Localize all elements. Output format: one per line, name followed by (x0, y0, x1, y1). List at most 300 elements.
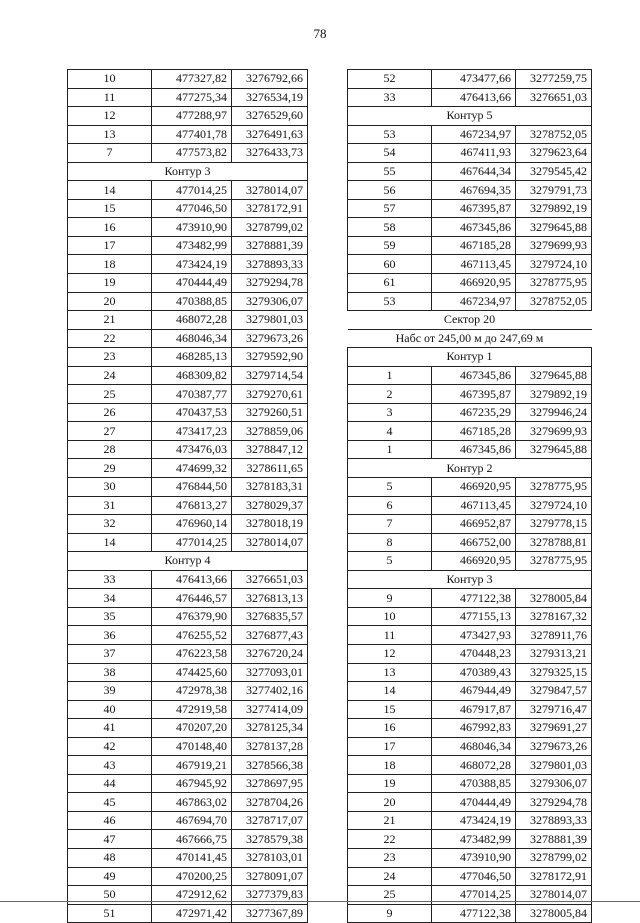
point-number-cell: 58 (348, 218, 432, 237)
y-coordinate-cell: 3279673,26 (516, 737, 592, 756)
x-coordinate-cell: 467395,87 (432, 385, 516, 404)
y-coordinate-cell: 3278611,65 (232, 459, 308, 478)
point-number-cell: 10 (68, 70, 152, 89)
table-row (68, 329, 308, 348)
point-number-cell: 18 (68, 255, 152, 274)
x-coordinate-cell: 467992,83 (432, 719, 516, 738)
point-number-cell: 44 (68, 774, 152, 793)
y-coordinate-cell: 3279306,07 (232, 292, 308, 311)
x-coordinate-cell: 470387,77 (152, 385, 232, 404)
x-coordinate-cell: 470200,25 (152, 867, 232, 886)
contour-header: Контур 4 (68, 552, 308, 571)
point-number-cell: 32 (68, 515, 152, 534)
table-row (68, 181, 308, 200)
contour-header-row (68, 162, 308, 181)
point-number-cell: 6 (348, 496, 432, 515)
table-row (68, 811, 308, 830)
x-coordinate-cell: 476223,58 (152, 644, 232, 663)
table-row (348, 292, 592, 311)
y-coordinate-cell: 3278881,39 (232, 236, 308, 255)
point-number-cell: 27 (68, 422, 152, 441)
table-row (348, 255, 592, 274)
x-coordinate-cell: 473424,19 (432, 811, 516, 830)
table-row (68, 422, 308, 441)
point-number-cell: 45 (68, 793, 152, 812)
table-row (68, 255, 308, 274)
y-coordinate-cell: 3279592,90 (232, 348, 308, 367)
x-coordinate-cell: 477155,13 (432, 607, 516, 626)
x-coordinate-cell: 473477,66 (432, 70, 516, 89)
table-row (348, 811, 592, 830)
x-coordinate-cell: 467345,86 (432, 440, 516, 459)
y-coordinate-cell: 3276720,24 (232, 644, 308, 663)
y-coordinate-cell: 3279714,54 (232, 366, 308, 385)
table-row (348, 533, 592, 552)
x-coordinate-cell: 467694,70 (152, 811, 232, 830)
y-coordinate-cell: 3279645,88 (516, 440, 592, 459)
point-number-cell: 28 (68, 440, 152, 459)
sector-caption: Сектор 20 (348, 311, 592, 330)
x-coordinate-cell: 470141,45 (152, 848, 232, 867)
point-number-cell: 31 (68, 496, 152, 515)
y-coordinate-cell: 3278881,39 (516, 830, 592, 849)
x-coordinate-cell: 473482,99 (432, 830, 516, 849)
y-coordinate-cell: 3278775,95 (516, 478, 592, 497)
point-number-cell: 5 (348, 552, 432, 571)
x-coordinate-cell: 467113,45 (432, 496, 516, 515)
table-row (68, 218, 308, 237)
point-number-cell: 56 (348, 181, 432, 200)
x-coordinate-cell: 468046,34 (152, 329, 232, 348)
point-number-cell: 3 (348, 403, 432, 422)
point-number-cell: 9 (348, 589, 432, 608)
point-number-cell: 30 (68, 478, 152, 497)
point-number-cell: 48 (68, 848, 152, 867)
point-number-cell: 53 (348, 292, 432, 311)
table-row (348, 403, 592, 422)
x-coordinate-cell: 472919,58 (152, 700, 232, 719)
y-coordinate-cell: 3279645,88 (516, 218, 592, 237)
x-coordinate-cell: 467235,29 (432, 403, 516, 422)
table-row (348, 70, 592, 89)
point-number-cell: 42 (68, 737, 152, 756)
point-number-cell: 14 (348, 682, 432, 701)
table-row (68, 236, 308, 255)
x-coordinate-cell: 467411,93 (432, 144, 516, 163)
point-number-cell: 18 (348, 756, 432, 775)
table-row (348, 589, 592, 608)
x-coordinate-cell: 474425,60 (152, 663, 232, 682)
x-coordinate-cell: 467345,86 (432, 366, 516, 385)
point-number-cell: 14 (68, 533, 152, 552)
y-coordinate-cell: 3278137,28 (232, 737, 308, 756)
contour-header-row (348, 459, 592, 478)
point-number-cell: 2 (348, 385, 432, 404)
table-row (348, 144, 592, 163)
point-number-cell: 16 (68, 218, 152, 237)
x-coordinate-cell: 467113,45 (432, 255, 516, 274)
point-number-cell: 20 (348, 793, 432, 812)
point-number-cell: 7 (68, 144, 152, 163)
y-coordinate-cell: 3278183,31 (232, 478, 308, 497)
table-row (68, 144, 308, 163)
point-number-cell: 1 (348, 440, 432, 459)
x-coordinate-cell: 477122,38 (432, 589, 516, 608)
point-number-cell: 33 (348, 88, 432, 107)
point-number-cell: 25 (68, 385, 152, 404)
table-row (68, 366, 308, 385)
y-coordinate-cell: 3278799,02 (232, 218, 308, 237)
x-coordinate-cell: 466952,87 (432, 515, 516, 534)
table-row (68, 774, 308, 793)
point-number-cell: 40 (68, 700, 152, 719)
y-coordinate-cell: 3278125,34 (232, 719, 308, 738)
point-number-cell: 49 (68, 867, 152, 886)
table-row (348, 236, 592, 255)
table-row (348, 848, 592, 867)
x-coordinate-cell: 467944,49 (432, 682, 516, 701)
table-row (348, 774, 592, 793)
point-number-cell: 46 (68, 811, 152, 830)
x-coordinate-cell: 470388,85 (432, 774, 516, 793)
table-row (348, 478, 592, 497)
point-number-cell: 17 (68, 236, 152, 255)
y-coordinate-cell: 3279801,03 (232, 311, 308, 330)
x-coordinate-cell: 472978,38 (152, 682, 232, 701)
table-row (68, 70, 308, 89)
x-coordinate-cell: 467345,86 (432, 218, 516, 237)
y-coordinate-cell: 3276813,13 (232, 589, 308, 608)
x-coordinate-cell: 477046,50 (432, 867, 516, 886)
y-coordinate-cell: 3278005,84 (516, 589, 592, 608)
y-coordinate-cell: 3279892,19 (516, 199, 592, 218)
x-coordinate-cell: 474699,32 (152, 459, 232, 478)
point-number-cell: 52 (348, 70, 432, 89)
table-row (68, 793, 308, 812)
y-coordinate-cell: 3278788,81 (516, 533, 592, 552)
table-row (348, 719, 592, 738)
y-coordinate-cell: 3276877,43 (232, 626, 308, 645)
point-number-cell: 34 (68, 589, 152, 608)
table-row (68, 700, 308, 719)
x-coordinate-cell: 473417,23 (152, 422, 232, 441)
x-coordinate-cell: 468072,28 (432, 756, 516, 775)
point-number-cell: 35 (68, 607, 152, 626)
x-coordinate-cell: 467919,21 (152, 756, 232, 775)
x-coordinate-cell: 476379,90 (152, 607, 232, 626)
y-coordinate-cell: 3276792,66 (232, 70, 308, 89)
table-row (348, 385, 592, 404)
table-row (348, 793, 592, 812)
table-row (348, 663, 592, 682)
table-row (348, 181, 592, 200)
point-number-cell: 26 (68, 403, 152, 422)
y-coordinate-cell: 3276651,03 (232, 570, 308, 589)
y-coordinate-cell: 3278005,84 (516, 904, 592, 923)
table-row (348, 867, 592, 886)
y-coordinate-cell: 3276534,19 (232, 88, 308, 107)
contour-header-row (348, 570, 592, 589)
y-coordinate-cell: 3278167,32 (516, 607, 592, 626)
contour-header: Контур 3 (68, 162, 308, 181)
table-row (68, 904, 308, 923)
y-coordinate-cell: 3278103,01 (232, 848, 308, 867)
y-coordinate-cell: 3279294,78 (232, 274, 308, 293)
y-coordinate-cell: 3279260,51 (232, 403, 308, 422)
table-row (68, 440, 308, 459)
table-row (68, 682, 308, 701)
y-coordinate-cell: 3278704,26 (232, 793, 308, 812)
x-coordinate-cell: 477014,25 (432, 886, 516, 905)
table-row (348, 218, 592, 237)
point-number-cell: 11 (348, 626, 432, 645)
x-coordinate-cell: 466920,95 (432, 478, 516, 497)
x-coordinate-cell: 473910,90 (152, 218, 232, 237)
x-coordinate-cell: 470437,53 (152, 403, 232, 422)
y-coordinate-cell: 3278697,95 (232, 774, 308, 793)
point-number-cell: 5 (348, 478, 432, 497)
x-coordinate-cell: 472971,42 (152, 904, 232, 923)
point-number-cell: 1 (348, 366, 432, 385)
point-number-cell: 55 (348, 162, 432, 181)
table-row (68, 570, 308, 589)
x-coordinate-cell: 477014,25 (152, 181, 232, 200)
point-number-cell: 43 (68, 756, 152, 775)
point-number-cell: 11 (68, 88, 152, 107)
sector-caption: Набс от 245,00 м до 247,69 м (348, 329, 592, 348)
table-row (68, 459, 308, 478)
point-number-cell: 59 (348, 236, 432, 255)
y-coordinate-cell: 3277093,01 (232, 663, 308, 682)
table-row (348, 626, 592, 645)
y-coordinate-cell: 3278029,37 (232, 496, 308, 515)
point-number-cell: 25 (348, 886, 432, 905)
y-coordinate-cell: 3278752,05 (516, 125, 592, 144)
point-number-cell: 23 (348, 848, 432, 867)
y-coordinate-cell: 3278775,95 (516, 274, 592, 293)
x-coordinate-cell: 473476,03 (152, 440, 232, 459)
x-coordinate-cell: 470448,23 (432, 644, 516, 663)
x-coordinate-cell: 477275,34 (152, 88, 232, 107)
y-coordinate-cell: 3278172,91 (516, 867, 592, 886)
table-row (68, 756, 308, 775)
y-coordinate-cell: 3279313,21 (516, 644, 592, 663)
point-number-cell: 36 (68, 626, 152, 645)
y-coordinate-cell: 3279325,15 (516, 663, 592, 682)
y-coordinate-cell: 3277402,16 (232, 682, 308, 701)
y-coordinate-cell: 3277414,09 (232, 700, 308, 719)
y-coordinate-cell: 3276491,63 (232, 125, 308, 144)
point-number-cell: 24 (348, 867, 432, 886)
contour-header: Контур 5 (348, 107, 592, 126)
x-coordinate-cell: 470444,49 (432, 793, 516, 812)
x-coordinate-cell: 467395,87 (432, 199, 516, 218)
table-body (348, 70, 592, 923)
table-row (68, 515, 308, 534)
x-coordinate-cell: 468046,34 (432, 737, 516, 756)
y-coordinate-cell: 3279946,24 (516, 403, 592, 422)
y-coordinate-cell: 3279645,88 (516, 366, 592, 385)
y-coordinate-cell: 3279847,57 (516, 682, 592, 701)
y-coordinate-cell: 3278752,05 (516, 292, 592, 311)
table-row (68, 867, 308, 886)
point-number-cell: 60 (348, 255, 432, 274)
table-row (68, 719, 308, 738)
y-coordinate-cell: 3278859,06 (232, 422, 308, 441)
y-coordinate-cell: 3278566,38 (232, 756, 308, 775)
table-row (68, 607, 308, 626)
table-row (68, 589, 308, 608)
table-row (348, 440, 592, 459)
table-row (348, 756, 592, 775)
x-coordinate-cell: 467234,97 (432, 125, 516, 144)
x-coordinate-cell: 473482,99 (152, 236, 232, 255)
table-row (348, 515, 592, 534)
y-coordinate-cell: 3279724,10 (516, 255, 592, 274)
y-coordinate-cell: 3279791,73 (516, 181, 592, 200)
x-coordinate-cell: 466920,95 (432, 552, 516, 571)
point-number-cell: 33 (68, 570, 152, 589)
contour-header-row (68, 552, 308, 571)
table-row (348, 552, 592, 571)
point-number-cell: 12 (348, 644, 432, 663)
y-coordinate-cell: 3278775,95 (516, 552, 592, 571)
x-coordinate-cell: 476960,14 (152, 515, 232, 534)
point-number-cell: 4 (348, 422, 432, 441)
y-coordinate-cell: 3278717,07 (232, 811, 308, 830)
contour-header: Контур 2 (348, 459, 592, 478)
x-coordinate-cell: 467234,97 (432, 292, 516, 311)
y-coordinate-cell: 3278172,91 (232, 199, 308, 218)
x-coordinate-cell: 476813,27 (152, 496, 232, 515)
point-number-cell: 15 (68, 199, 152, 218)
x-coordinate-cell: 468285,13 (152, 348, 232, 367)
table-row (348, 830, 592, 849)
x-coordinate-cell: 467863,02 (152, 793, 232, 812)
table-row (68, 737, 308, 756)
point-number-cell: 54 (348, 144, 432, 163)
table-row (68, 125, 308, 144)
contour-header: Контур 3 (348, 570, 592, 589)
point-number-cell: 24 (68, 366, 152, 385)
table-row (68, 274, 308, 293)
x-coordinate-cell: 473424,19 (152, 255, 232, 274)
page-bottom-edge (0, 901, 640, 902)
table-row (68, 88, 308, 107)
x-coordinate-cell: 476255,52 (152, 626, 232, 645)
x-coordinate-cell: 467185,28 (432, 422, 516, 441)
point-number-cell: 7 (348, 515, 432, 534)
point-number-cell: 13 (68, 125, 152, 144)
x-coordinate-cell: 468309,82 (152, 366, 232, 385)
table-row (68, 626, 308, 645)
x-coordinate-cell: 477046,50 (152, 199, 232, 218)
y-coordinate-cell: 3279699,93 (516, 236, 592, 255)
y-coordinate-cell: 3277367,89 (232, 904, 308, 923)
table-row (68, 311, 308, 330)
y-coordinate-cell: 3279716,47 (516, 700, 592, 719)
table-row (348, 682, 592, 701)
point-number-cell: 47 (68, 830, 152, 849)
y-coordinate-cell: 3278799,02 (516, 848, 592, 867)
x-coordinate-cell: 470148,40 (152, 737, 232, 756)
point-number-cell: 8 (348, 533, 432, 552)
y-coordinate-cell: 3279306,07 (516, 774, 592, 793)
x-coordinate-cell: 467917,87 (432, 700, 516, 719)
table-row (348, 366, 592, 385)
table-row (348, 88, 592, 107)
point-number-cell: 53 (348, 125, 432, 144)
table-row (348, 422, 592, 441)
x-coordinate-cell: 473427,93 (432, 626, 516, 645)
x-coordinate-cell: 467666,75 (152, 830, 232, 849)
x-coordinate-cell: 477573,82 (152, 144, 232, 163)
point-number-cell: 20 (68, 292, 152, 311)
coordinates-table-right (347, 69, 592, 923)
point-number-cell: 22 (68, 329, 152, 348)
point-number-cell: 61 (348, 274, 432, 293)
x-coordinate-cell: 476413,66 (432, 88, 516, 107)
y-coordinate-cell: 3279724,10 (516, 496, 592, 515)
y-coordinate-cell: 3276835,57 (232, 607, 308, 626)
table-row (68, 292, 308, 311)
y-coordinate-cell: 3279801,03 (516, 756, 592, 775)
x-coordinate-cell: 467644,34 (432, 162, 516, 181)
table-row (348, 274, 592, 293)
table-row (68, 348, 308, 367)
x-coordinate-cell: 476844,50 (152, 478, 232, 497)
x-coordinate-cell: 466752,00 (432, 533, 516, 552)
point-number-cell: 14 (68, 181, 152, 200)
y-coordinate-cell: 3279699,93 (516, 422, 592, 441)
sector-caption-row (348, 329, 592, 348)
point-number-cell: 19 (68, 274, 152, 293)
point-number-cell: 22 (348, 830, 432, 849)
x-coordinate-cell: 477014,25 (152, 533, 232, 552)
y-coordinate-cell: 3278014,07 (516, 886, 592, 905)
table-row (348, 607, 592, 626)
page-number: 78 (313, 26, 327, 41)
point-number-cell: 23 (68, 348, 152, 367)
x-coordinate-cell: 467945,92 (152, 774, 232, 793)
point-number-cell: 13 (348, 663, 432, 682)
x-coordinate-cell: 473910,90 (432, 848, 516, 867)
y-coordinate-cell: 3278847,12 (232, 440, 308, 459)
x-coordinate-cell: 476446,57 (152, 589, 232, 608)
y-coordinate-cell: 3277379,83 (232, 886, 308, 905)
table-row (68, 496, 308, 515)
y-coordinate-cell: 3278091,07 (232, 867, 308, 886)
y-coordinate-cell: 3276651,03 (516, 88, 592, 107)
y-coordinate-cell: 3278014,07 (232, 181, 308, 200)
point-number-cell: 12 (68, 107, 152, 126)
y-coordinate-cell: 3279673,26 (232, 329, 308, 348)
point-number-cell: 41 (68, 719, 152, 738)
table-row (68, 644, 308, 663)
x-coordinate-cell: 468072,28 (152, 311, 232, 330)
y-coordinate-cell: 3278893,33 (516, 811, 592, 830)
point-number-cell: 21 (348, 811, 432, 830)
x-coordinate-cell: 476413,66 (152, 570, 232, 589)
point-number-cell: 57 (348, 199, 432, 218)
table-row (348, 162, 592, 181)
point-number-cell: 38 (68, 663, 152, 682)
table-row (68, 848, 308, 867)
point-number-cell: 51 (68, 904, 152, 923)
table-row (68, 385, 308, 404)
table-row (68, 533, 308, 552)
x-coordinate-cell: 466920,95 (432, 274, 516, 293)
